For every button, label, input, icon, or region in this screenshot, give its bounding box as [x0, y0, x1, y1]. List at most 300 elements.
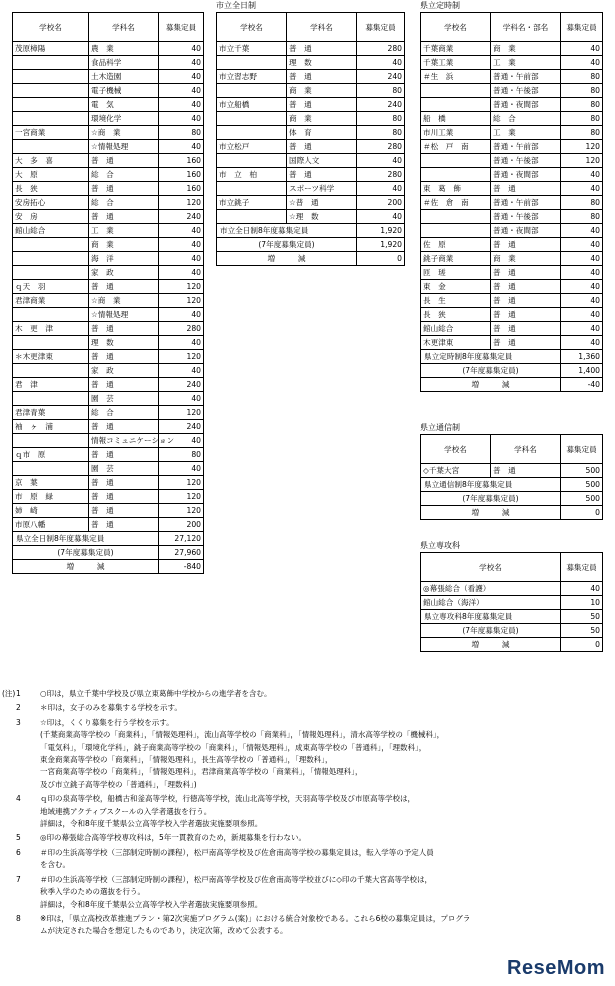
table-row — [13, 392, 204, 406]
capacity-cell: 10 — [561, 596, 603, 610]
kenritsu-zennichi-block — [12, 12, 203, 574]
table-row — [13, 448, 204, 462]
school-cell: 茂原樟陽 — [13, 42, 89, 56]
table-row — [421, 224, 603, 238]
dept-cell: ☆普 通 — [287, 196, 357, 210]
kenritsu-senko-caption: 県立専攻科 — [420, 541, 460, 550]
school-cell: 市立習志野 — [217, 70, 287, 84]
table-row — [13, 350, 204, 364]
school-cell: 市立船橋 — [217, 98, 287, 112]
school-cell: 君津商業 — [13, 294, 89, 308]
school-cell — [13, 434, 89, 448]
dept-cell: 普 通 — [491, 464, 561, 478]
dept-cell: ☆商 業 — [89, 294, 159, 308]
capacity-cell: 240 — [357, 98, 405, 112]
table-summary — [421, 478, 603, 520]
dept-cell: 普通・午後部 — [491, 84, 561, 98]
dept-cell: ☆情報処理 — [89, 140, 159, 154]
school-cell — [13, 266, 89, 280]
table-row — [13, 42, 204, 56]
table-row — [13, 378, 204, 392]
table-row — [13, 112, 204, 126]
summary-value: 1,360 — [561, 350, 603, 364]
capacity-cell: 40 — [561, 582, 603, 596]
capacity-cell: 40 — [561, 336, 603, 350]
school-cell: 千葉商業 — [421, 42, 491, 56]
table-row — [217, 112, 405, 126]
capacity-cell: 40 — [159, 266, 204, 280]
table-body — [421, 42, 603, 350]
dept-cell: 園 芸 — [89, 462, 159, 476]
table-header-row — [421, 13, 603, 42]
school-col-header: 学校名 — [421, 435, 491, 464]
summary-row — [421, 624, 603, 638]
table-row — [13, 70, 204, 84]
table-row — [13, 182, 204, 196]
table-body — [421, 464, 603, 478]
school-col-header: 学校名 — [217, 13, 287, 42]
school-cell: 館山総合（海洋） — [421, 596, 561, 610]
note-text: ＃印の生浜高等学校（三部制定時制の課程），松戸南高等学校及び佐倉南高等学校並びに◇印の千葉大宮高等学校は， 秋季入学のための選抜を行う。 詳細は，令和8年度千葉県公立高等学校入学者選抜実施要項参照。 — [40, 874, 433, 909]
school-cell: 一宮商業 — [13, 126, 89, 140]
dept-cell: 普 通 — [89, 476, 159, 490]
capacity-cell: 280 — [357, 42, 405, 56]
school-cell — [217, 112, 287, 126]
capacity-cell: 80 — [159, 126, 204, 140]
school-cell: 市 立 柏 — [217, 168, 287, 182]
capacity-col-header: 募集定員 — [561, 435, 603, 464]
dept-cell: 総 合 — [89, 406, 159, 420]
school-cell: 市川工業 — [421, 126, 491, 140]
dept-cell: 農 業 — [89, 42, 159, 56]
note-text: ※印は，「県立高校改革推進プラン・第2次実施プログラム(案)」における統合対象校である。これら6校の募集定員は，プログラ ムが決定された場合を想定したものであり，決定次第，改めて公表する。 — [40, 913, 471, 936]
dept-cell: 電 気 — [89, 98, 159, 112]
capacity-cell: 120 — [159, 490, 204, 504]
table-row — [13, 322, 204, 336]
capacity-cell: 240 — [159, 378, 204, 392]
note-text: ☆印は，くくり募集を行う学校を示す。 (千葉商業高等学校の「商業科」，「情報処理科」，流山高等学校の「商業科」，「情報処理科」，清水高等学校の「機械科」， 「電気科」，「環境化学科」，銚子商業高等学校の「商業科」，「情報処理科」，成東高等学校の「普通科」，「理数科」， 東金商業高等学校の「商業科」，「情報処理科」，長生高等学校の「普通科」，「理数科」， 一宮商業高等学校の「商業科」，「情報処理科」，君津商業高等学校の「商業科」，「情報処理科」， 及び市立銚子高等学校の「普通科」，「理数科」) — [40, 717, 445, 789]
dept-cell: 普通・午後部 — [491, 154, 561, 168]
summary-value: 27,120 — [159, 532, 204, 546]
school-cell: ＊木更津東 — [13, 350, 89, 364]
capacity-cell: 160 — [159, 168, 204, 182]
table-row — [421, 280, 603, 294]
table-row — [421, 582, 603, 596]
capacity-cell: 80 — [159, 448, 204, 462]
table-row — [421, 112, 603, 126]
school-cell: 君 津 — [13, 378, 89, 392]
table-row — [421, 336, 603, 350]
school-cell: 長 狭 — [421, 308, 491, 322]
kenritsu-senko-table — [420, 552, 603, 652]
summary-label: (7年度募集定員) — [421, 364, 561, 378]
table-row — [13, 406, 204, 420]
capacity-cell: 40 — [561, 238, 603, 252]
capacity-cell: 80 — [561, 70, 603, 84]
table-row — [13, 294, 204, 308]
dept-cell: 普 通 — [491, 280, 561, 294]
school-cell — [217, 154, 287, 168]
dept-cell: 環境化学 — [89, 112, 159, 126]
kenritsu-tsushin-block — [420, 434, 602, 520]
dept-cell: 商 業 — [491, 252, 561, 266]
capacity-cell: 40 — [159, 70, 204, 84]
school-cell — [217, 56, 287, 70]
table-body — [13, 42, 204, 532]
note-item — [16, 688, 608, 700]
capacity-cell: 40 — [159, 238, 204, 252]
note-number: 2 — [16, 703, 21, 713]
school-cell — [13, 70, 89, 84]
school-cell: 長 生 — [421, 294, 491, 308]
summary-row — [421, 610, 603, 624]
school-cell — [217, 182, 287, 196]
school-cell — [13, 252, 89, 266]
summary-value: 27,960 — [159, 546, 204, 560]
school-cell — [421, 98, 491, 112]
dept-cell: 普 通 — [89, 490, 159, 504]
capacity-cell: 40 — [159, 336, 204, 350]
school-cell: ＃松 戸 南 — [421, 140, 491, 154]
summary-label: 県立通信制8年度募集定員 — [421, 478, 561, 492]
dept-cell: 普通・午後部 — [491, 210, 561, 224]
table-row — [13, 308, 204, 322]
capacity-cell: 240 — [357, 70, 405, 84]
note-item — [16, 847, 608, 872]
capacity-cell: 120 — [561, 140, 603, 154]
school-cell: 千葉工業 — [421, 56, 491, 70]
capacity-cell: 40 — [561, 308, 603, 322]
table-row — [13, 224, 204, 238]
dept-cell: 工 業 — [89, 224, 159, 238]
capacity-cell: 120 — [159, 280, 204, 294]
resemom-logo: ReseMom — [507, 957, 605, 979]
table-row — [421, 322, 603, 336]
capacity-cell: 40 — [159, 98, 204, 112]
summary-label: 県立全日制8年度募集定員 — [13, 532, 159, 546]
capacity-cell: 80 — [357, 126, 405, 140]
dept-cell: 普 通 — [89, 210, 159, 224]
dept-cell: 総 合 — [89, 196, 159, 210]
table-row — [421, 294, 603, 308]
table-row — [217, 126, 405, 140]
table-row — [13, 84, 204, 98]
table-row — [217, 154, 405, 168]
school-cell — [421, 154, 491, 168]
school-cell: 匝 瑳 — [421, 266, 491, 280]
table-row — [217, 140, 405, 154]
school-cell: ｑ天 羽 — [13, 280, 89, 294]
table-body — [217, 42, 405, 224]
school-cell: 大 原 — [13, 168, 89, 182]
school-cell: 市立松戸 — [217, 140, 287, 154]
school-cell: 袖 ヶ 浦 — [13, 420, 89, 434]
capacity-col-header: 募集定員 — [357, 13, 405, 42]
summary-value: 50 — [561, 610, 603, 624]
school-cell: 市立銚子 — [217, 196, 287, 210]
summary-label: 県立専攻科8年度募集定員 — [421, 610, 561, 624]
table-row — [217, 168, 405, 182]
dept-cell: ☆情報処理 — [89, 308, 159, 322]
table-header-row — [13, 13, 204, 42]
summary-row — [421, 638, 603, 652]
summary-value: 0 — [561, 638, 603, 652]
school-cell: 佐 原 — [421, 238, 491, 252]
note-number: 3 — [16, 717, 21, 727]
dept-cell: 電子機械 — [89, 84, 159, 98]
table-row — [13, 490, 204, 504]
dept-cell: 普 通 — [89, 504, 159, 518]
summary-value: 0 — [561, 506, 603, 520]
note-text: ◎印の幕張総合高等学校専攻科は，5年一貫教育のため，新規募集を行わない。 — [40, 833, 307, 843]
kenritsu-tsushin-table — [420, 434, 603, 520]
capacity-cell: 280 — [357, 168, 405, 182]
capacity-cell: 280 — [159, 322, 204, 336]
capacity-cell: 120 — [159, 350, 204, 364]
school-cell — [13, 238, 89, 252]
table-row — [421, 140, 603, 154]
note-number: 1 — [16, 689, 21, 698]
capacity-cell: 40 — [159, 308, 204, 322]
table-row — [421, 266, 603, 280]
note-number: 7 — [16, 874, 21, 884]
summary-row — [217, 252, 405, 266]
summary-value: -40 — [561, 378, 603, 392]
school-cell — [13, 140, 89, 154]
table-row — [421, 308, 603, 322]
dept-cell: 普 通 — [89, 448, 159, 462]
dept-cell: 普 通 — [287, 140, 357, 154]
table-row — [13, 252, 204, 266]
dept-cell: 普 通 — [89, 280, 159, 294]
table-row — [217, 182, 405, 196]
table-row — [421, 98, 603, 112]
school-cell: 安房拓心 — [13, 196, 89, 210]
school-cell — [13, 308, 89, 322]
table-row — [13, 504, 204, 518]
dept-cell: 普通・午前部 — [491, 70, 561, 84]
table-row — [421, 210, 603, 224]
dept-cell: 総 合 — [89, 168, 159, 182]
capacity-cell: 160 — [159, 154, 204, 168]
table-header-row — [421, 553, 603, 582]
school-cell: 君津青葉 — [13, 406, 89, 420]
school-cell: 安 房 — [13, 210, 89, 224]
capacity-cell: 40 — [159, 392, 204, 406]
table-body — [421, 582, 603, 610]
school-cell — [421, 210, 491, 224]
note-text: ○印は，県立千葉中学校及び県立東葛飾中学校からの進学者を含む。 — [40, 689, 272, 698]
capacity-cell: 120 — [561, 154, 603, 168]
school-cell — [13, 56, 89, 70]
capacity-cell: 80 — [561, 210, 603, 224]
summary-value: 1,400 — [561, 364, 603, 378]
capacity-cell: 40 — [561, 322, 603, 336]
summary-label: 増 減 — [13, 560, 159, 574]
table-row — [13, 196, 204, 210]
school-cell: 銚子商業 — [421, 252, 491, 266]
note-number: 4 — [16, 794, 21, 804]
summary-row — [13, 546, 204, 560]
dept-col-header: 学科名・部名 — [491, 13, 561, 42]
note-number: 6 — [16, 847, 21, 857]
kenritsu-tsushin-caption: 県立通信制 — [420, 423, 460, 432]
table-row — [421, 464, 603, 478]
table-row — [13, 210, 204, 224]
school-cell — [13, 462, 89, 476]
dept-cell: 普 通 — [89, 350, 159, 364]
school-cell: ＃佐 倉 南 — [421, 196, 491, 210]
dept-col-header: 学科名 — [491, 435, 561, 464]
dept-cell: 体 育 — [287, 126, 357, 140]
capacity-cell: 40 — [159, 224, 204, 238]
capacity-cell: 120 — [159, 294, 204, 308]
summary-row — [217, 238, 405, 252]
summary-row — [421, 506, 603, 520]
summary-value: 1,920 — [357, 238, 405, 252]
dept-cell: 普 通 — [491, 238, 561, 252]
capacity-cell: 80 — [561, 98, 603, 112]
table-summary — [13, 532, 204, 574]
note-number: 8 — [16, 913, 21, 923]
capacity-cell: 40 — [159, 462, 204, 476]
summary-row — [217, 224, 405, 238]
dept-cell: 普 通 — [89, 182, 159, 196]
shiritsu-zennichi-table — [216, 12, 405, 266]
table-row — [13, 266, 204, 280]
school-cell — [13, 98, 89, 112]
table-row — [421, 84, 603, 98]
capacity-cell: 40 — [159, 434, 204, 448]
summary-value: 500 — [561, 492, 603, 506]
school-cell: ◎幕張総合（看護） — [421, 582, 561, 596]
dept-cell: 普 通 — [491, 336, 561, 350]
dept-cell: 普 通 — [491, 182, 561, 196]
capacity-cell: 160 — [159, 182, 204, 196]
summary-label: 増 減 — [421, 506, 561, 520]
capacity-cell: 40 — [561, 294, 603, 308]
school-cell: 東 葛 飾 — [421, 182, 491, 196]
school-cell: 東 金 — [421, 280, 491, 294]
dept-cell: スポーツ科学 — [287, 182, 357, 196]
summary-label: 市立全日制8年度募集定員 — [217, 224, 357, 238]
capacity-cell: 40 — [357, 154, 405, 168]
dept-cell: 普 通 — [491, 322, 561, 336]
school-cell: ◇千葉大宮 — [421, 464, 491, 478]
table-row — [13, 56, 204, 70]
school-cell: 船 橋 — [421, 112, 491, 126]
table-summary — [421, 350, 603, 392]
dept-cell: 食品科学 — [89, 56, 159, 70]
table-row — [421, 182, 603, 196]
capacity-cell: 80 — [561, 112, 603, 126]
capacity-col-header: 募集定員 — [561, 553, 603, 582]
dept-cell: 普 通 — [287, 168, 357, 182]
dept-cell: 普通・夜間部 — [491, 224, 561, 238]
dept-cell: 海 洋 — [89, 252, 159, 266]
capacity-cell: 40 — [561, 168, 603, 182]
table-row — [13, 168, 204, 182]
table-header-row — [217, 13, 405, 42]
dept-cell: 情報コミュニケーション — [89, 434, 159, 448]
school-cell: 市立千葉 — [217, 42, 287, 56]
dept-cell: 工 業 — [491, 56, 561, 70]
summary-label: 増 減 — [421, 378, 561, 392]
note-item — [16, 793, 608, 830]
dept-cell: 普 通 — [89, 378, 159, 392]
note-text: ｑ印の泉高等学校，船橋古和釜高等学校，行徳高等学校，流山北高等学校，天羽高等学校及び市原高等学校は， 地域連携アクティブスクールの入学者選抜を行う。 詳細は，令和8年度千葉県公立高等学校入学者選抜実施要項参照。 — [40, 794, 415, 829]
dept-cell: 工 業 — [491, 126, 561, 140]
summary-label: (7年度募集定員) — [13, 546, 159, 560]
school-cell: 姉 崎 — [13, 504, 89, 518]
summary-row — [421, 492, 603, 506]
capacity-col-header: 募集定員 — [561, 13, 603, 42]
capacity-cell: 280 — [357, 140, 405, 154]
summary-row — [421, 350, 603, 364]
table-row — [217, 70, 405, 84]
dept-cell: 国際人文 — [287, 154, 357, 168]
note-item — [16, 874, 608, 911]
capacity-cell: 500 — [561, 464, 603, 478]
capacity-cell: 80 — [561, 84, 603, 98]
summary-row — [421, 378, 603, 392]
dept-cell: ☆商 業 — [89, 126, 159, 140]
table-row — [421, 238, 603, 252]
school-cell: 木更津東 — [421, 336, 491, 350]
school-cell — [13, 112, 89, 126]
capacity-cell: 40 — [159, 364, 204, 378]
table-row — [421, 596, 603, 610]
table-row — [13, 126, 204, 140]
table-row — [421, 168, 603, 182]
note-item — [16, 913, 608, 938]
capacity-cell: 40 — [159, 56, 204, 70]
table-header-row — [421, 435, 603, 464]
capacity-cell: 40 — [159, 112, 204, 126]
summary-label: 増 減 — [217, 252, 357, 266]
school-cell — [13, 336, 89, 350]
table-row — [13, 280, 204, 294]
summary-value: -840 — [159, 560, 204, 574]
table-row — [13, 476, 204, 490]
capacity-cell: 40 — [357, 56, 405, 70]
capacity-cell: 120 — [159, 476, 204, 490]
school-cell — [217, 126, 287, 140]
school-cell: 市原八幡 — [13, 518, 89, 532]
dept-cell: 普 通 — [89, 420, 159, 434]
school-cell: 館山総合 — [421, 322, 491, 336]
note-text: ＊印は，女子のみを募集する学校を示す。 — [40, 703, 182, 713]
school-cell: 木 更 津 — [13, 322, 89, 336]
capacity-cell: 40 — [159, 84, 204, 98]
dept-cell: 商 業 — [287, 84, 357, 98]
summary-row — [421, 478, 603, 492]
dept-cell: 普通・夜間部 — [491, 168, 561, 182]
dept-cell: 普通・午前部 — [491, 140, 561, 154]
note-item — [16, 702, 608, 714]
table-row — [13, 518, 204, 532]
table-row — [421, 196, 603, 210]
table-row — [217, 98, 405, 112]
summary-row — [421, 364, 603, 378]
table-row — [13, 98, 204, 112]
notes-section — [2, 688, 608, 940]
capacity-cell: 240 — [159, 210, 204, 224]
summary-label: (7年度募集定員) — [421, 492, 561, 506]
dept-cell: 普通・午前部 — [491, 196, 561, 210]
school-cell: 長 狭 — [13, 182, 89, 196]
capacity-col-header: 募集定員 — [159, 13, 204, 42]
